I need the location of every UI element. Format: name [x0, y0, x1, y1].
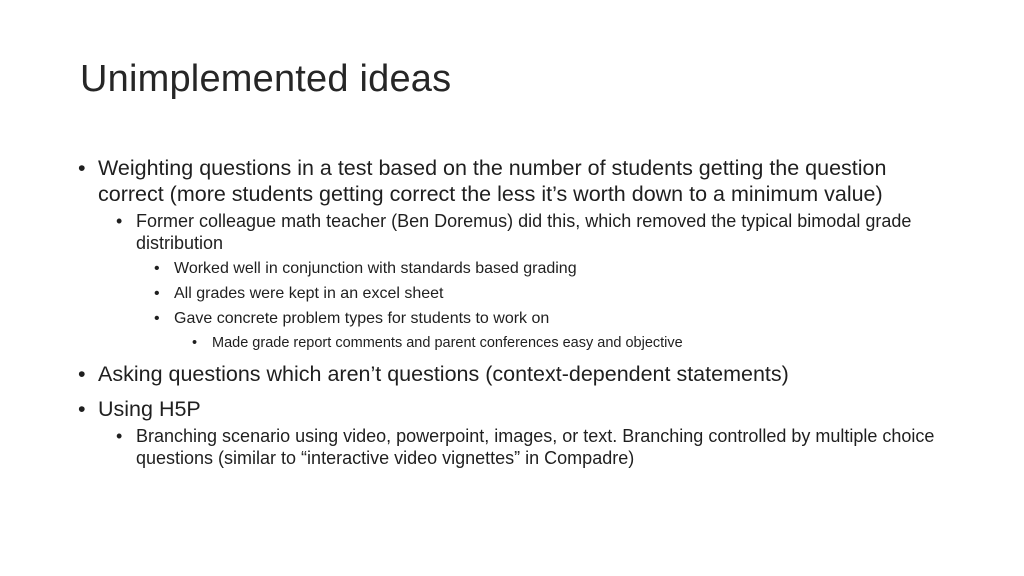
bullet-icon: • — [154, 260, 160, 277]
bullet-item-h5p — [78, 396, 958, 422]
bullet-text: Weighting questions in a test based on the number of students getting the question correct (more students getting correct the less it’s worth down to a minimum value) — [98, 156, 887, 206]
sub-sub-bullet-item-standards — [154, 259, 958, 279]
bullet-item-weighting — [78, 155, 958, 207]
bullet-text: All grades were kept in an excel sheet — [174, 285, 444, 302]
bullet-text: Asking questions which aren’t questions (context-dependent statements) — [98, 362, 789, 386]
bullet-icon: • — [78, 156, 86, 180]
bullet-icon: • — [192, 335, 198, 351]
bullet-text: Former colleague math teacher (Ben Doremus) did this, which removed the typical bimodal grade distribution — [136, 211, 912, 253]
bullet-text: Worked well in conjunction with standards based grading — [174, 260, 577, 277]
bullet-text: Made grade report comments and parent conferences easy and objective — [212, 335, 683, 351]
bullet-text: Using H5P — [98, 397, 201, 421]
bullet-icon: • — [154, 285, 160, 302]
bullet-text: Gave concrete problem types for students to work on — [174, 310, 550, 327]
bullet-icon: • — [116, 426, 123, 446]
bullet-icon: • — [78, 362, 86, 386]
bullet-item-asking-questions — [78, 361, 958, 387]
sub-bullet-item-colleague — [116, 210, 958, 254]
bullet-icon: • — [78, 397, 86, 421]
slide-title: Unimplemented ideas — [80, 58, 452, 100]
sub-sub-bullet-item-problem-types — [154, 309, 958, 329]
bullet-text: Branching scenario using video, powerpoint, images, or text. Branching controlled by multiple choice questions (similar to “interactive video vignettes” in Compadre) — [136, 426, 935, 468]
bullet-icon: • — [154, 310, 160, 327]
sub-bullet-item-branching — [116, 425, 958, 469]
sub-sub-sub-bullet-item-grade-report — [192, 334, 958, 352]
sub-sub-bullet-item-excel — [154, 284, 958, 304]
bullet-icon: • — [116, 211, 123, 231]
bullet-list — [78, 155, 958, 469]
